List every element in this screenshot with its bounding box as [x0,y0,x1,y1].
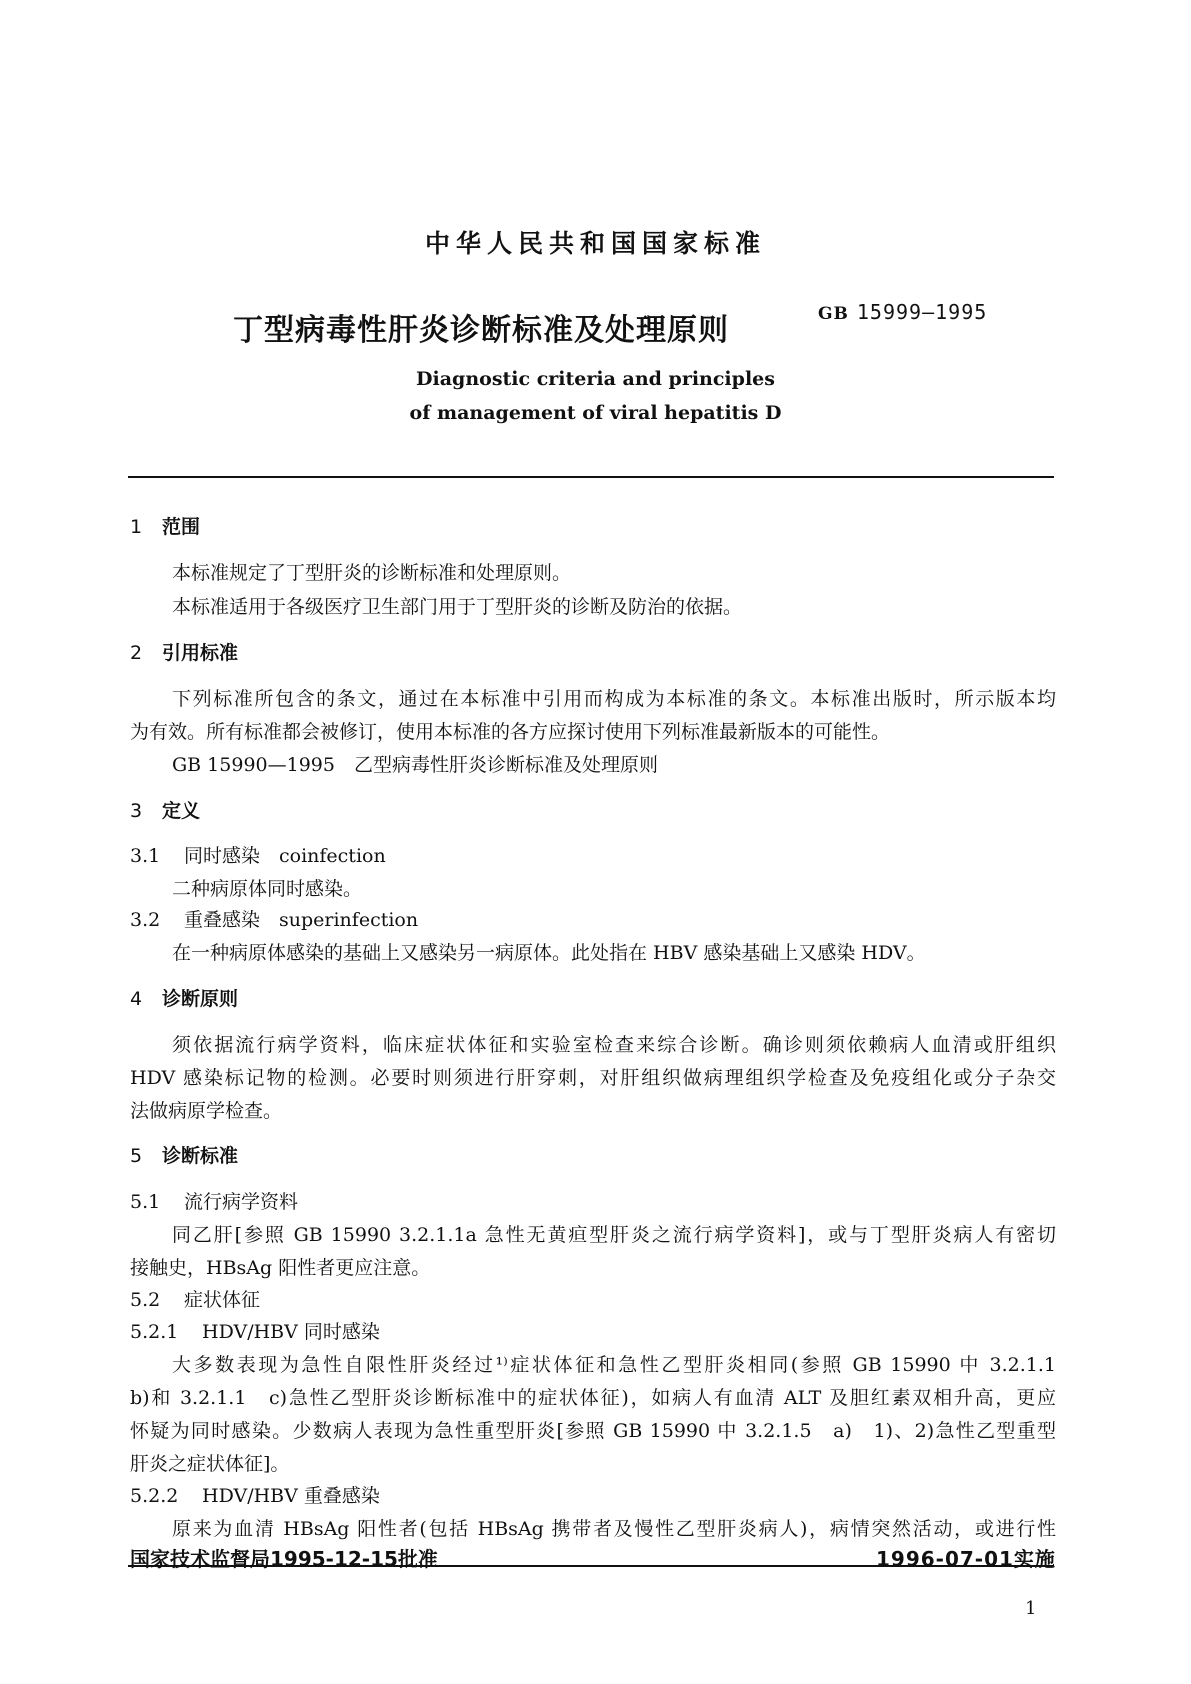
standard-code [818,300,987,324]
section-5-1-line-1: 同乙肝[参照 GB 15990 3.2.1.1a 急性无黄疸型肝炎之流行病学资料]，或与丁型肝炎病人有密切 [172,1224,1056,1246]
standard-code-prefix: GB [818,304,849,324]
definition-3-1-term: 3.1 同时感染 coinfection [130,845,386,867]
document-title-en-line1: Diagnostic criteria and principles [416,368,775,390]
approval-date: 国家技术监督局1995-12-15批准 [130,1547,438,1571]
section-5-2-1-line-4: 肝炎之症状体征]。 [130,1453,290,1475]
section-5-heading: 5 诊断标准 [130,1145,239,1167]
section-2-para-line-1: 下列标准所包含的条文，通过在本标准中引用而构成为本标准的条文。本标准出版时，所示版本均 [172,688,1056,710]
section-2-para-line-2: 为有效。所有标准都会被修订，使用本标准的各方应探讨使用下列标准最新版本的可能性。 [130,721,891,743]
definition-3-2-text: 在一种病原体感染的基础上又感染另一病原体。此处指在 HBV 感染基础上又感染 HDV。 [172,942,926,964]
section-1-heading: 1 范围 [130,516,201,538]
document-title-en-line2: of management of viral hepatitis D [409,402,782,424]
section-5-2-1-line-1: 大多数表现为急性自限性肝炎经过¹⁾症状体征和急性乙型肝炎相同(参照 GB 15990 中 3.2.1.1 [172,1354,1056,1376]
section-1-para-1: 本标准规定了丁型肝炎的诊断标准和处理原则。 [172,562,572,584]
section-5-2-2-line-1: 原来为血清 HBsAg 阳性者(包括 HBsAg 携带者及慢性乙型肝炎病人)，病情突然活动，或进行性 [172,1518,1056,1540]
section-4-line-2: HDV 感染标记物的检测。必要时则须进行肝穿刺，对肝组织做病理组织学检查及免疫组化或分子杂交 [130,1067,1056,1089]
section-4-line-1: 须依据流行病学资料，临床症状体征和实验室检查来综合诊断。确诊则须依赖病人血清或肝组织 [172,1034,1056,1056]
section-1-para-2: 本标准适用于各级医疗卫生部门用于丁型肝炎的诊断及防治的依据。 [172,596,743,618]
section-5-2-2-heading: 5.2.2 HDV/HBV 重叠感染 [130,1485,380,1507]
section-2-heading: 2 引用标准 [130,642,239,664]
definition-3-1-text: 二种病原体同时感染。 [172,878,363,900]
section-5-1-line-2: 接触史，HBsAg 阳性者更应注意。 [130,1257,431,1279]
section-5-2-1-heading: 5.2.1 HDV/HBV 同时感染 [130,1321,380,1343]
section-5-2-heading: 5.2 症状体征 [130,1289,261,1311]
page-number: 1 [1025,1598,1037,1619]
section-5-1-heading: 5.1 流行病学资料 [130,1191,299,1213]
header-divider [128,476,1054,478]
effective-date: 1996-07-01实施 [876,1547,1056,1571]
standard-type-heading: 中华人民共和国国家标准 [424,229,766,258]
document-title-cn: 丁型病毒性肝炎诊断标准及处理原则 [233,313,729,348]
section-5-2-1-line-3: 怀疑为同时感染。少数病人表现为急性重型肝炎[参照 GB 15990 中 3.2.1.5 a) 1)、2)急性乙型重型 [130,1420,1056,1442]
section-4-line-3: 法做病原学检查。 [130,1100,283,1122]
section-2-reference: GB 15990—1995 乙型病毒性肝炎诊断标准及处理原则 [172,754,658,776]
section-3-heading: 3 定义 [130,800,201,822]
definition-3-2-term: 3.2 重叠感染 superinfection [130,909,419,931]
section-4-heading: 4 诊断原则 [130,988,239,1010]
section-5-2-1-line-2: b)和 3.2.1.1 c)急性乙型肝炎诊断标准中的症状体征)，如病人有血清 ALT 及胆红素双相升高，更应 [130,1387,1056,1409]
standard-code-number: 15999—1995 [856,300,988,324]
